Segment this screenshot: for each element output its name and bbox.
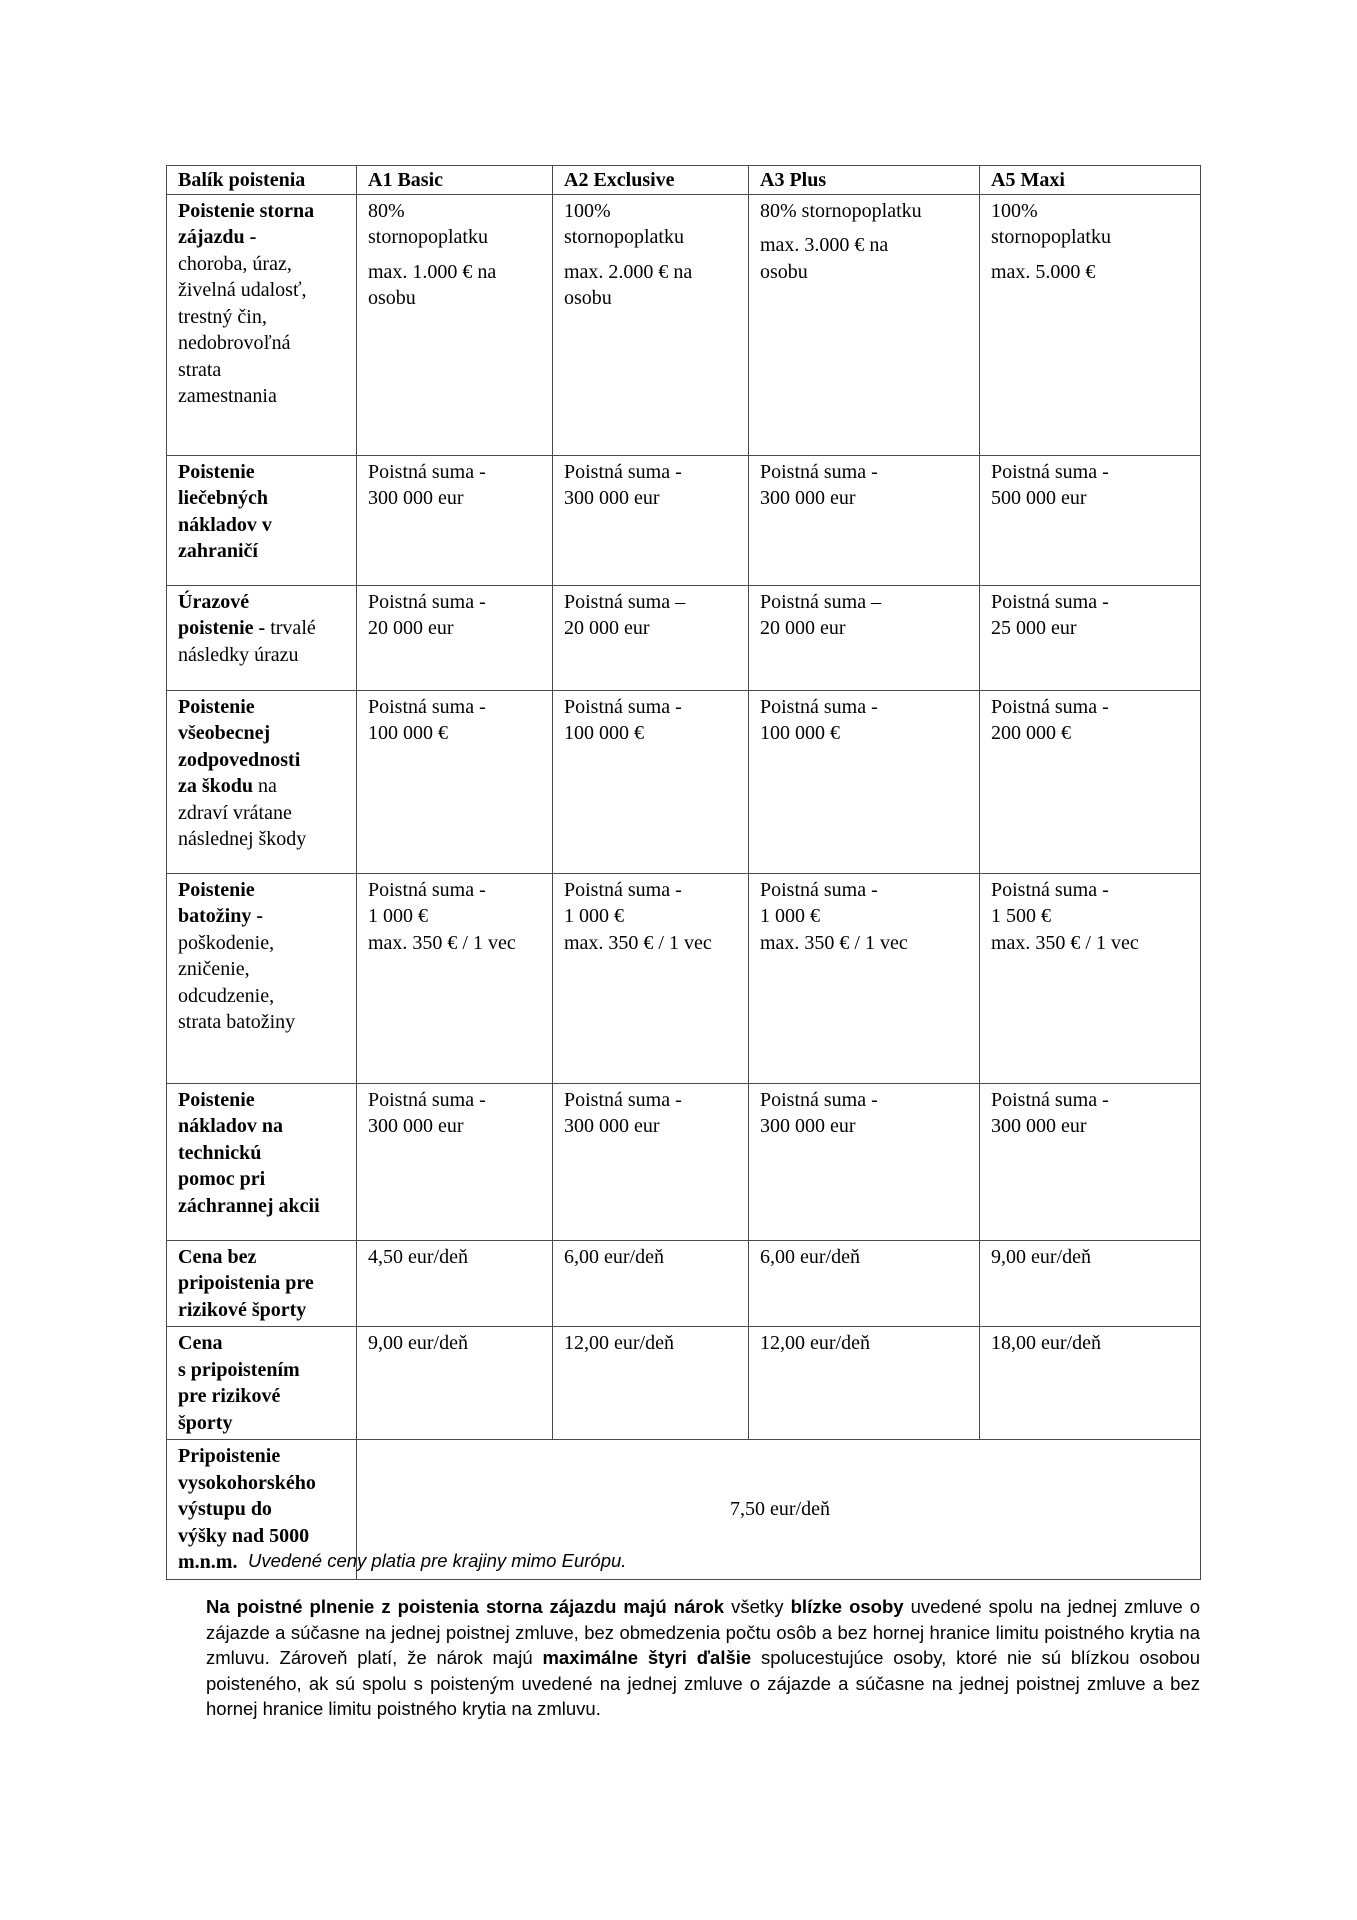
value-cell [980,873,1201,1083]
cell-value: Poistná suma - 100 000 € [760,695,878,744]
claim-paragraph [206,1594,1200,1722]
cell-value: Poistná suma - 100 000 € [564,695,682,744]
header-cell: A1 Basic [357,166,553,195]
cell-value: Poistná suma - 25 000 eur [991,590,1109,639]
value-cell [357,1327,553,1440]
cell-value: Poistná suma - 300 000 eur [760,1088,878,1137]
paragraph-text: spolucestujúce osoby, ktoré nie sú blízkou osobou poisteného, ak sú spolu s poisteným uvedené na jednej zmluve o zájazde a súčasne na jednej poistnej zmluve a bez hornej hranice limitu poistného krytia na zmluvu. [206,1647,1200,1719]
row-label-bold: Cena bez pripoistenia pre rizikové športy [178,1245,314,1321]
header-cell: A5 Maxi [980,166,1201,195]
row-label-cell [167,873,357,1083]
row-label-cell [167,1083,357,1240]
table-row [167,194,1201,455]
value-cell [553,585,749,690]
cell-value: Poistná suma - 500 000 eur [991,460,1109,509]
row-label-cell [167,1240,357,1327]
row-label-text: poškodenie, zničenie, odcudzenie, strata batožiny [178,931,296,1033]
cell-limit: max. 3.000 € na osobu [760,234,889,283]
value-cell [980,194,1201,455]
table-row [167,1083,1201,1240]
row-label-bold: Poistenie batožiny - [178,878,263,927]
row-label-bold: Úrazové poistenie - [178,590,266,639]
value-cell [553,1240,749,1327]
cell-value: Poistná suma - 100 000 € [368,695,486,744]
cell-value: Poistná suma - 300 000 eur [564,1088,682,1137]
paragraph-bold-text: maximálne štyri ďalšie [542,1647,752,1668]
row-label-cell [167,690,357,873]
cell-value: Poistná suma - 20 000 eur [368,590,486,639]
value-cell [357,1240,553,1327]
cell-value: 6,00 eur/deň [760,1245,860,1268]
cell-value: 9,00 eur/deň [368,1332,468,1354]
table-header-row [167,166,1201,195]
paragraph-bold-text: blízke osoby [790,1596,904,1617]
row-label-text: trvalé následky úrazu [178,617,316,666]
value-cell [749,690,980,873]
table-row [167,1240,1201,1327]
cell-value: 80% stornopoplatku [368,199,488,248]
paragraph-text: uvedené spolu na jednej zmluve o zájazde a súčasne na jednej poistnej zmluve, bez obmedzenia počtu osôb a bez hornej hranice limitu poistného krytia na zmluvu. Zároveň platí, že nárok majú [206,1596,1200,1668]
row-label-cell [167,455,357,585]
cell-limit: max. 1.000 € na osobu [368,260,497,309]
value-cell [749,873,980,1083]
cell-value: Poistná suma - 300 000 eur [991,1088,1109,1137]
value-cell [980,455,1201,585]
value-cell [553,1083,749,1240]
cell-value: 4,50 eur/deň [368,1245,468,1268]
row-label-bold: Poistenie liečebných nákladov v zahraničí [178,460,272,562]
row-label-text: na zdraví vrátane následnej škody [178,775,307,850]
cell-value: 6,00 eur/deň [564,1245,664,1268]
header-cell: A3 Plus [749,166,980,195]
row-label-cell [167,194,357,455]
value-cell [980,1240,1201,1327]
cell-value: 12,00 eur/deň [564,1332,674,1354]
row-label-bold: Cena s pripoistením pre rizikové športy [178,1332,300,1434]
value-cell [553,873,749,1083]
header-cell: Balík poistenia [167,166,357,195]
cell-value: 80% stornopoplatku [760,199,922,222]
value-cell [357,455,553,585]
value-cell [749,1327,980,1440]
cell-value: Poistná suma - 1 000 € max. 350 € / 1 vec [368,878,516,954]
cell-value: Poistná suma - 200 000 € [991,695,1109,744]
table-row [167,585,1201,690]
row-label-bold: Poistenie všeobecnej zodpovednosti za škodu [178,695,301,797]
merged-value-cell: 7,50 eur/deň [357,1440,1201,1580]
value-cell [357,585,553,690]
cell-value: Poistná suma - 1 000 € max. 350 € / 1 vec [760,878,908,954]
row-label-bold: Pripoistenie vysokohorského výstupu do výšky nad 5000 m.n.m. [178,1445,316,1573]
cell-limit: max. 2.000 € na osobu [564,260,693,309]
value-cell [980,585,1201,690]
table-row [167,455,1201,585]
cell-value: 100% stornopoplatku [564,199,684,248]
row-label-bold: Poistenie storna zájazdu - [178,199,315,248]
paragraph-bold-text: Na poistné plnenie z poistenia storna zájazdu majú nárok [206,1596,725,1617]
cell-value: 9,00 eur/deň [991,1245,1091,1268]
value-cell [749,1240,980,1327]
cell-value: 100% stornopoplatku [991,199,1111,248]
header-cell: A2 Exclusive [553,166,749,195]
price-note: Uvedené ceny platia pre krajiny mimo Európu. [248,1550,627,1571]
value-cell [357,873,553,1083]
cell-value: Poistná suma - 300 000 eur [368,1088,486,1137]
cell-value: Poistná suma – 20 000 eur [564,590,686,639]
cell-value: 12,00 eur/deň [760,1332,870,1354]
value-cell [980,1083,1201,1240]
value-cell [553,690,749,873]
cell-value: Poistná suma – 20 000 eur [760,590,882,639]
cell-value: Poistná suma - 300 000 eur [760,460,878,509]
value-cell [980,1327,1201,1440]
value-cell [749,194,980,455]
cell-limit: max. 5.000 € [991,260,1096,283]
value-cell [357,690,553,873]
cell-value: Poistná suma - 1 500 € max. 350 € / 1 vec [991,878,1139,954]
cell-value: Poistná suma - 300 000 eur [368,460,486,509]
value-cell [553,194,749,455]
row-label-cell [167,1327,357,1440]
table-row [167,873,1201,1083]
row-label-cell [167,585,357,690]
insurance-table [166,165,1201,1580]
value-cell [749,455,980,585]
table-row [167,1327,1201,1440]
value-cell [749,1083,980,1240]
value-cell [357,1083,553,1240]
cell-value: 18,00 eur/deň [991,1332,1101,1354]
row-label-bold: Poistenie nákladov na technickú pomoc pri záchrannej akcii [178,1088,320,1217]
value-cell [980,690,1201,873]
cell-value: Poistná suma - 300 000 eur [564,460,682,509]
value-cell [553,1327,749,1440]
value-cell [553,455,749,585]
table-row [167,690,1201,873]
value-cell [749,585,980,690]
value-cell [357,194,553,455]
paragraph-text: všetky [724,1596,791,1617]
cell-value: Poistná suma - 1 000 € max. 350 € / 1 vec [564,878,712,954]
row-label-text: choroba, úraz, živelná udalosť, trestný čin, nedobrovoľná strata zamestnania [178,252,307,407]
